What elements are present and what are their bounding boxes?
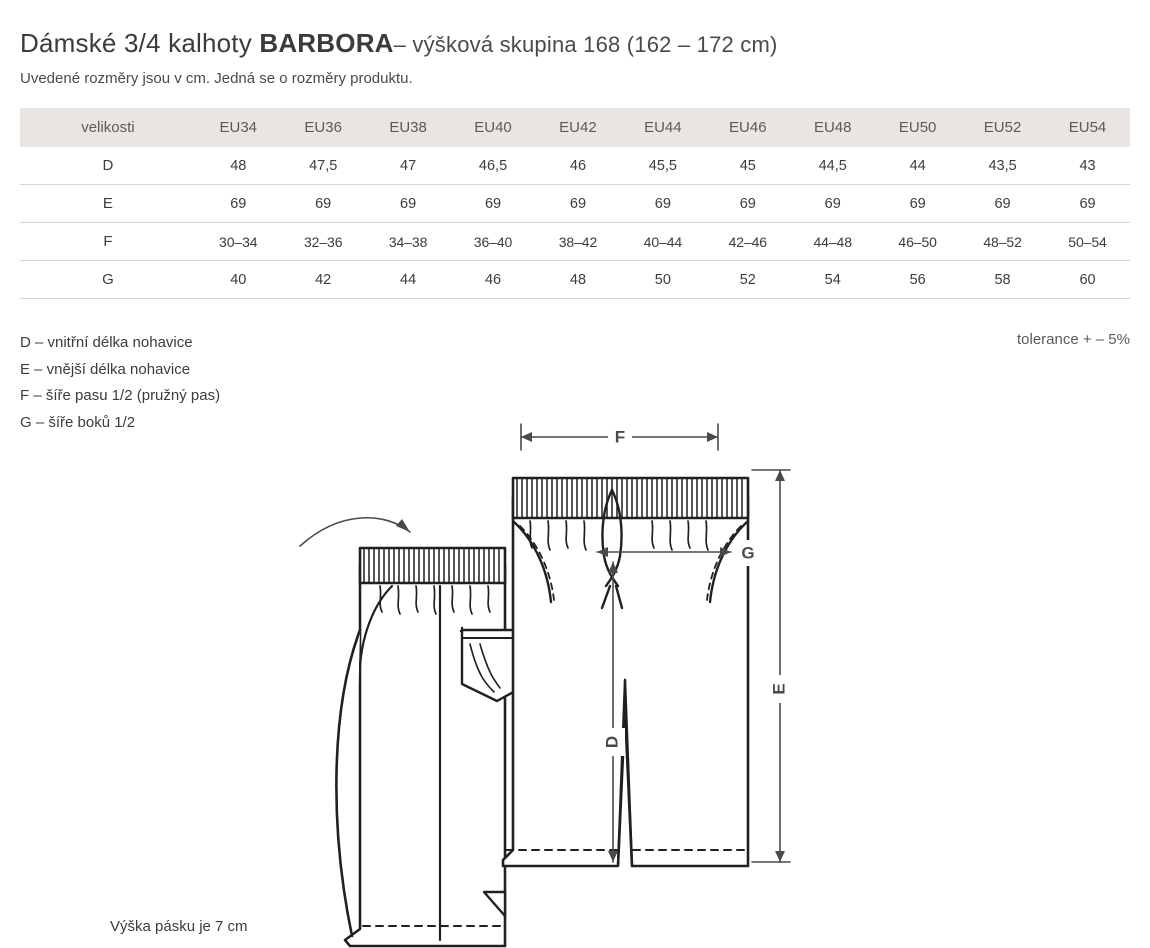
cell-d-4: 46 <box>535 147 620 185</box>
cell-f-2: 34–38 <box>366 223 451 261</box>
row-label-d: D <box>20 147 196 185</box>
cell-f-9: 48–52 <box>960 223 1045 261</box>
cell-g-10: 60 <box>1045 261 1130 299</box>
cell-d-10: 43 <box>1045 147 1130 185</box>
tolerance-note: tolerance + – 5% <box>1017 331 1130 348</box>
cell-g-9: 58 <box>960 261 1045 299</box>
cell-d-6: 45 <box>705 147 790 185</box>
table-header-col-6: EU46 <box>705 108 790 147</box>
table-header-col-2: EU38 <box>366 108 451 147</box>
page-title-main: Dámské 3/4 kalhoty <box>20 28 260 58</box>
cell-f-3: 36–40 <box>451 223 536 261</box>
cell-e-1: 69 <box>281 185 366 223</box>
cell-g-5: 50 <box>620 261 705 299</box>
cell-f-1: 32–36 <box>281 223 366 261</box>
row-label-f: F <box>20 223 196 261</box>
cell-d-9: 43,5 <box>960 147 1045 185</box>
cell-e-6: 69 <box>705 185 790 223</box>
cell-e-3: 69 <box>451 185 536 223</box>
cell-d-2: 47 <box>366 147 451 185</box>
cell-g-0: 40 <box>196 261 281 299</box>
table-header-col-9: EU52 <box>960 108 1045 147</box>
cell-f-6: 42–46 <box>705 223 790 261</box>
cell-d-0: 48 <box>196 147 281 185</box>
product-drawing <box>0 380 1150 948</box>
legend-line-g: G – šíře boků 1/2 <box>20 413 136 431</box>
dimension-label-g: G <box>741 543 755 563</box>
cell-g-4: 48 <box>535 261 620 299</box>
cell-f-4: 38–42 <box>535 223 620 261</box>
row-label-g: G <box>20 261 196 299</box>
cell-d-7: 44,5 <box>790 147 875 185</box>
note-pointer-arrow <box>396 519 410 532</box>
pants-front-view <box>503 478 748 866</box>
cell-d-5: 45,5 <box>620 147 705 185</box>
cell-e-0: 69 <box>196 185 281 223</box>
cell-f-5: 40–44 <box>620 223 705 261</box>
cell-e-9: 69 <box>960 185 1045 223</box>
table-header-col-0: EU34 <box>196 108 281 147</box>
note-pointer-curve <box>300 518 410 546</box>
page-title <box>20 28 778 59</box>
cell-f-10: 50–54 <box>1045 223 1130 261</box>
cell-g-6: 52 <box>705 261 790 299</box>
page-title-product: BARBORA <box>259 28 394 58</box>
cell-e-5: 69 <box>620 185 705 223</box>
page-subtitle: Uvedené rozměry jsou v cm. Jedná se o rozměry produktu. <box>20 70 413 87</box>
cell-g-8: 56 <box>875 261 960 299</box>
legend-line-d: D – vnitřní délka nohavice <box>20 334 193 351</box>
cell-g-7: 54 <box>790 261 875 299</box>
table-header-col-4: EU42 <box>535 108 620 147</box>
legend-line-f: F – šíře pasu 1/2 (pružný pas) <box>20 387 221 404</box>
table-header-col-3: EU40 <box>451 108 536 147</box>
table-row <box>20 147 1130 185</box>
cell-d-1: 47,5 <box>281 147 366 185</box>
cell-f-8: 46–50 <box>875 223 960 261</box>
table-header-col-8: EU50 <box>875 108 960 147</box>
cell-g-1: 42 <box>281 261 366 299</box>
table-row <box>20 223 1130 261</box>
table-row <box>20 261 1130 299</box>
cell-e-4: 69 <box>535 185 620 223</box>
table-header-row <box>20 108 1130 147</box>
table-header-sizes: velikosti <box>20 108 196 147</box>
pants-back-view <box>336 548 528 948</box>
cell-g-2: 44 <box>366 261 451 299</box>
size-table-head <box>20 108 1130 147</box>
cell-d-8: 44 <box>875 147 960 185</box>
table-header-col-10: EU54 <box>1045 108 1130 147</box>
cell-f-0: 30–34 <box>196 223 281 261</box>
waistband-height-note: Výška pásku je 7 cm <box>110 918 248 935</box>
table-row <box>20 185 1130 223</box>
dimension-label-e: E <box>769 683 789 695</box>
table-header-col-7: EU48 <box>790 108 875 147</box>
dimension-label-f: F <box>614 427 626 447</box>
dimension-label-d: D <box>602 735 622 749</box>
table-header-col-1: EU36 <box>281 108 366 147</box>
cell-d-3: 46,5 <box>451 147 536 185</box>
table-header-col-5: EU44 <box>620 108 705 147</box>
cell-e-8: 69 <box>875 185 960 223</box>
size-table <box>20 108 1130 299</box>
size-table-body <box>20 147 1130 299</box>
cell-g-3: 46 <box>451 261 536 299</box>
page-title-tail: – výšková skupina 168 (162 – 172 cm) <box>393 32 778 57</box>
cell-f-7: 44–48 <box>790 223 875 261</box>
cell-e-7: 69 <box>790 185 875 223</box>
size-table-wrapper <box>20 108 1130 299</box>
row-label-e: E <box>20 185 196 223</box>
legend-line-e: E – vnější délka nohavice <box>20 360 191 378</box>
pants-technical-drawing <box>0 380 1150 948</box>
cell-e-10: 69 <box>1045 185 1130 223</box>
cell-e-2: 69 <box>366 185 451 223</box>
